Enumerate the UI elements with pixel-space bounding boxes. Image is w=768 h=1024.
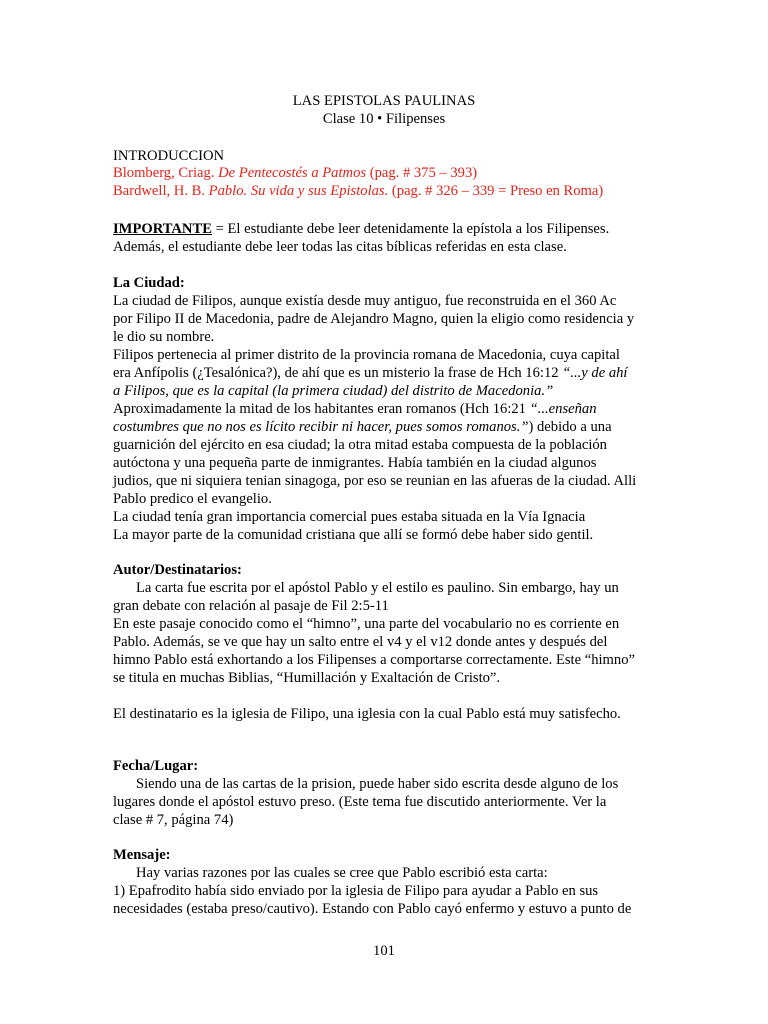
paragraph-line: judios, que ni siquiera tenian sinagoga, por eso se reunian en las afueras de la ciudad. Alli [113,473,637,489]
text-run: ) debido a una [528,419,612,435]
reference-pages: (pag. # 375 – 393) [366,165,478,181]
reference-pages: (pag. # 326 – 339 = Preso en Roma) [388,183,604,199]
scripture-quote: costumbres que no nos es lícito recibir ni hacer, pues somos romanos.” [113,419,529,435]
reference-blomberg [113,164,477,182]
paragraph-line: La ciudad de Filipos, aunque existía desde muy antiguo, fue reconstruida en el 360 Ac [113,293,617,309]
reference-bardwell [113,182,603,200]
reference-author: Blomberg, Criag. [113,165,219,181]
scripture-quote: “...enseñan [529,401,597,417]
paragraph-line: necesidades (estaba preso/cautivo). Estando con Pablo cayó enfermo y estuvo a punto de [113,901,632,917]
document-title: LAS EPISTOLAS PAULINAS [292,93,476,109]
section-heading-ciudad: La Ciudad: [113,275,185,291]
scripture-quote: “...y de ahí [562,365,628,381]
paragraph-line: por Filipo II de Macedonia, padre de Alejandro Magno, quien la eligio como residencia y [113,311,635,327]
paragraph-line: 1) Epafrodito había sido enviado por la iglesia de Filipo para ayudar a Pablo en sus [113,883,599,899]
document-subtitle: Clase 10 • Filipenses [322,111,446,127]
paragraph-line: gran debate con relación al pasaje de Fil 2:5-11 [113,598,389,614]
text-run: era Anfípolis (¿Tesalónica?), de ahí que es un misterio la frase de Hch 16:12 [113,365,563,381]
paragraph-line [113,364,627,382]
text-run: Aproximadamente la mitad de los habitantes eran romanos (Hch 16:21 [113,401,530,417]
reference-author: Bardwell, H. B. [113,183,209,199]
paragraph-line: La carta fue escrita por el apóstol Pablo y el estilo es paulino. Sin embargo, hay un [136,580,619,596]
paragraph-line: Siendo una de las cartas de la prision, puede haber sido escrita desde alguno de los [136,776,619,792]
section-heading-mensaje: Mensaje: [113,847,171,863]
paragraph-line: guarnición del ejército en esa ciudad; la otra mitad estaba compuesta de la población [113,437,607,453]
important-text: = El estudiante debe leer detenidamente la epístola a los Filipenses. [211,221,610,237]
paragraph-line: La mayor parte de la comunidad cristiana que allí se formó debe haber sido gentil. [113,527,594,543]
important-text-2: Además, el estudiante debe leer todas las citas bíblicas referidas en esta clase. [113,239,567,255]
scripture-quote: a Filipos, que es la capital (la primera ciudad) del distrito de Macedonia.” [113,383,554,399]
paragraph-line: Pablo. Además, se ve que hay un salto entre el v4 y el v12 donde antes y después del [113,634,608,650]
paragraph-line: clase # 7, página 74) [113,812,234,828]
paragraph-line: Filipos pertenecia al primer distrito de la provincia romana de Macedonia, cuya capital [113,347,620,363]
paragraph-line [113,400,597,418]
paragraph-line: El destinatario es la iglesia de Filipo, una iglesia con la cual Pablo está muy satisfecho. [113,706,621,722]
paragraph-line: La ciudad tenía gran importancia comercial pues estaba situada en la Vía Ignacia [113,509,586,525]
paragraph-line: En este pasaje conocido como el “himno”, una parte del vocabulario no es corriente en [113,616,620,632]
paragraph-line: se titula en muchas Biblias, “Humillación y Exaltación de Cristo”. [113,670,501,686]
paragraph-line: Hay varias razones por las cuales se cree que Pablo escribió esta carta: [136,865,548,881]
reference-title: De Pentecostés a Patmos [218,165,367,181]
paragraph-line: himno Pablo está exhortando a los Filipenses a comportarse correctamente. Este “himno” [113,652,635,668]
paragraph-line: autóctona y una pequeña parte de inmigrantes. Había también en la ciudad algunos [113,455,597,471]
section-heading-fecha: Fecha/Lugar: [113,758,199,774]
paragraph-line: le dio su nombre. [113,329,215,345]
intro-heading: INTRODUCCION [113,148,225,164]
paragraph-line: lugares donde el apóstol estuvo preso. (Este tema fue discutido anteriormente. Ver la [113,794,607,810]
paragraph-line [113,418,612,436]
page-number: 101 [373,943,395,959]
reference-title: Pablo. Su vida y sus Epistolas. [208,183,389,199]
paragraph-line: Pablo predico el evangelio. [113,491,272,507]
important-note [113,220,609,238]
section-heading-autor: Autor/Destinatarios: [113,562,242,578]
important-label: IMPORTANTE [113,221,212,237]
